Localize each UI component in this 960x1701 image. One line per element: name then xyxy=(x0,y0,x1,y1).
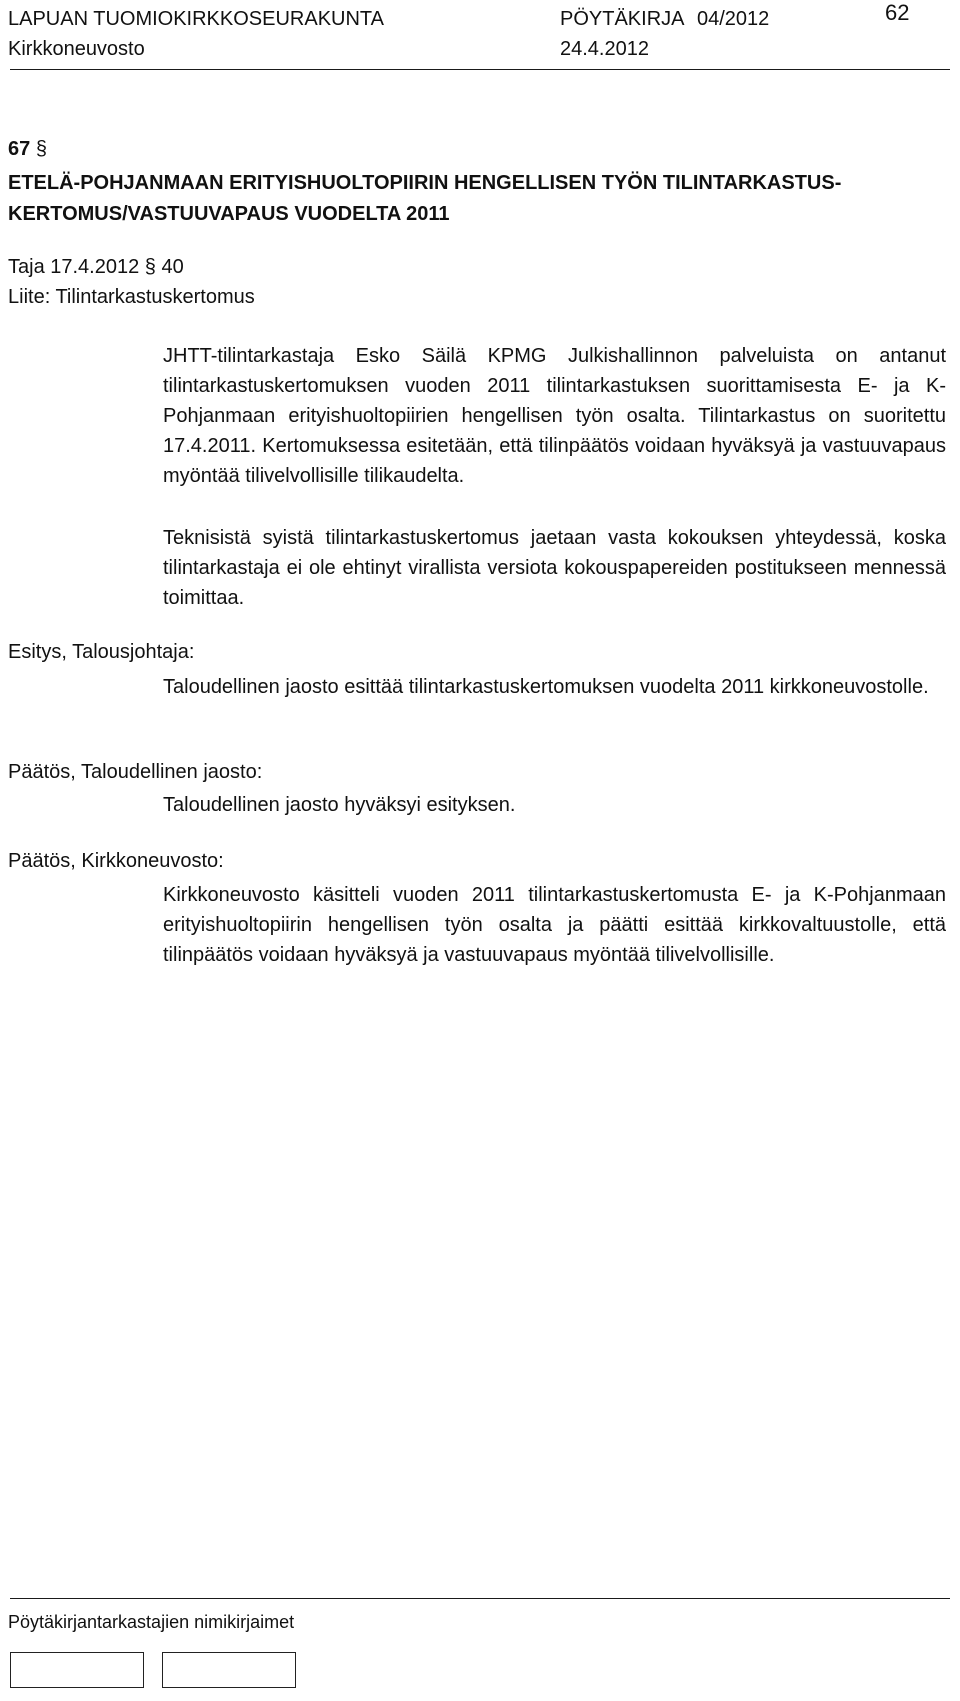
proposal-text: Taloudellinen jaosto esittää tilintarkastuskertomuksen vuodelta 2011 kirkkoneuvostolle. xyxy=(163,676,929,698)
section-title-line1: ETELÄ-POHJANMAAN ERITYISHUOLTOPIIRIN HENGELLISEN TYÖN TILINTARKASTUS- xyxy=(8,172,842,194)
header-page-number: 62 xyxy=(885,0,910,25)
footer-divider xyxy=(10,1598,950,1599)
signature-label: Pöytäkirjantarkastajien nimikirjaimet xyxy=(8,1612,295,1632)
header-divider xyxy=(10,69,950,70)
header-date: 24.4.2012 xyxy=(560,38,649,60)
decision-committee-label: Päätös, Taloudellinen jaosto: xyxy=(8,761,263,783)
decision-committee-text: Taloudellinen jaosto hyväksyi esityksen. xyxy=(163,794,516,816)
header-org: LAPUAN TUOMIOKIRKKOSEURAKUNTA xyxy=(8,8,384,30)
signature-box-1[interactable] xyxy=(10,1652,144,1688)
body-paragraph-2: Teknisistä syistä tilintarkastuskertomus jaetaan vasta kokouksen yhteydessä, koska tilintarkastaja ei ole ehtinyt virallista versiota kokouspapereiden postitukseen mennessä toimittaa. xyxy=(163,527,946,609)
body-paragraph-1: JHTT-tilintarkastaja Esko Säilä KPMG Julkishallinnon palveluista on antanut tilintarkastuskertomuksen vuoden 2011 tilintarkastuksen suorittamisesta E- ja K-Pohjanmaan erityishuoltopiirien hengellisen työn osalta. Tilintarkastus on suoritettu 17.4.2011. Kertomuksessa esitetään, että tilinpäätös voidaan hyväksyä ja vastuuvapaus myöntää tilivelvollisille tilikaudelta. xyxy=(163,345,946,487)
header-doc-number: 04/2012 xyxy=(697,8,770,30)
header-body-name: Kirkkoneuvosto xyxy=(8,38,145,60)
section-number: 67 xyxy=(8,138,31,160)
section-title-line2: KERTOMUS/VASTUUVAPAUS VUODELTA 2011 xyxy=(8,203,450,225)
signature-box-2[interactable] xyxy=(162,1652,296,1688)
attachment-line: Liite: Tilintarkastuskertomus xyxy=(8,286,255,308)
header-doc-type: PÖYTÄKIRJA xyxy=(560,8,685,30)
section-heading xyxy=(8,138,47,161)
section-symbol: § xyxy=(35,138,47,160)
proposal-label: Esitys, Talousjohtaja: xyxy=(8,641,195,663)
reference-line: Taja 17.4.2012 § 40 xyxy=(8,256,184,278)
decision-council-label: Päätös, Kirkkoneuvosto: xyxy=(8,850,224,872)
decision-council-text: Kirkkoneuvosto käsitteli vuoden 2011 tilintarkastuskertomusta E- ja K-Pohjanmaan erityishuoltopiirin hengellisen työn osalta ja päätti esittää kirkkovaltuustolle, että tilinpäätös voidaan hyväksyä ja vastuuvapaus myöntää tilivelvollisille. xyxy=(163,884,946,966)
